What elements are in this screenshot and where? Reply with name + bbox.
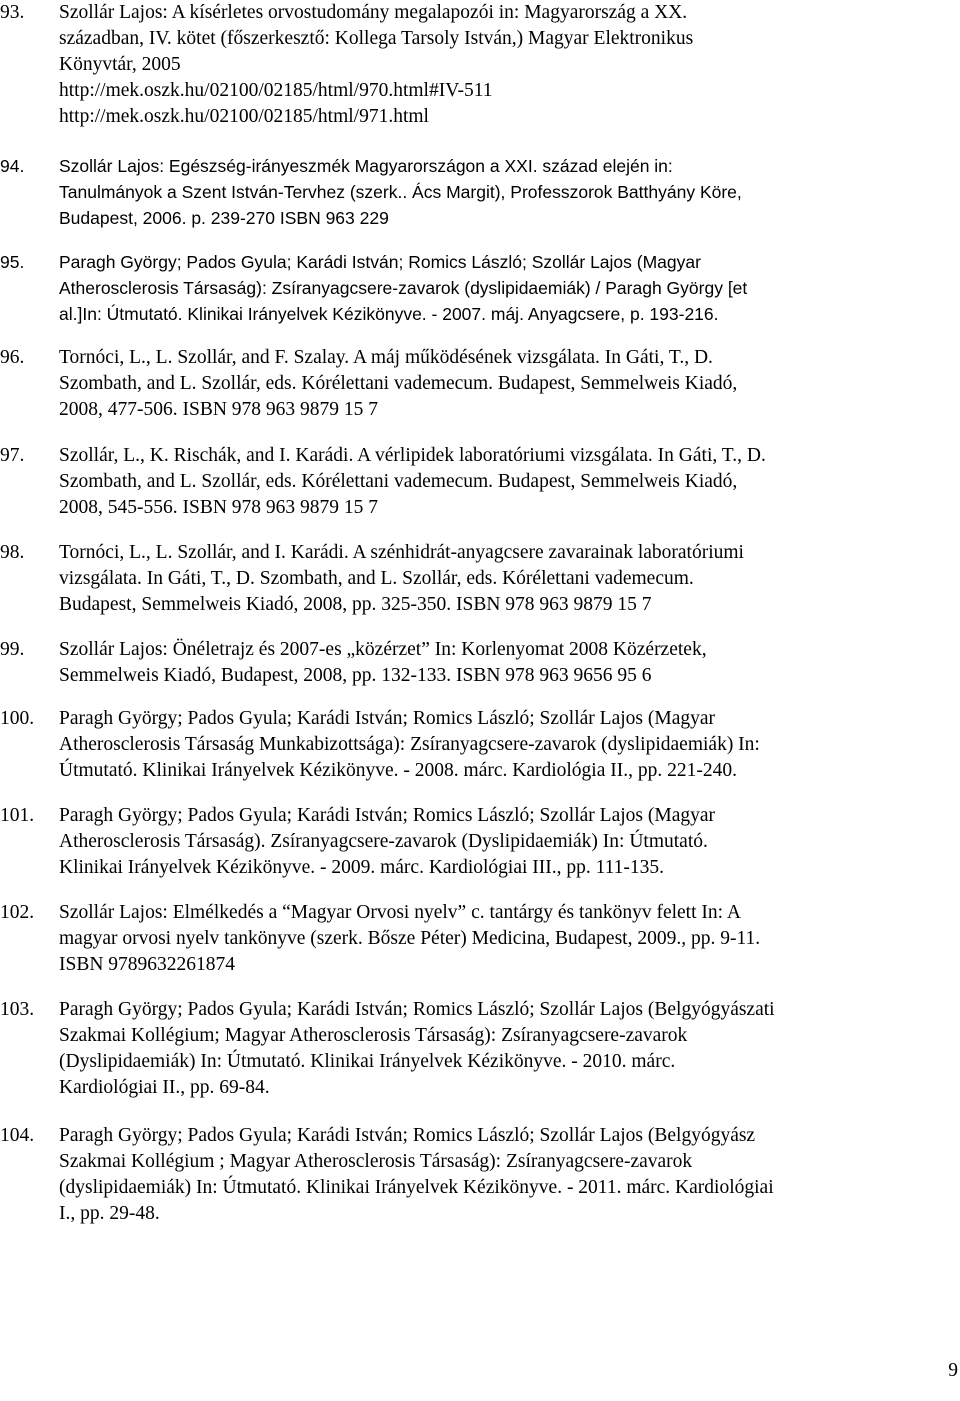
reference-text — [59, 153, 742, 231]
reference-line: Tanulmányok a Szent István-Tervhez (szerk.. Ács Margit), Professzorok Batthyány Köre, — [59, 182, 742, 202]
reference-link[interactable]: http://mek.oszk.hu/02100/02185/html/970.html#IV-511 — [59, 80, 493, 101]
reference-number: 97. — [0, 445, 25, 466]
reference-text — [59, 249, 747, 327]
reference-text — [59, 803, 715, 881]
reference-line: Atherosclerosis Társaság). Zsíranyagcsere-zavarok (Dyslipidaemiák) In: Útmutató. — [59, 831, 708, 852]
reference-line: I., pp. 29-48. — [59, 1203, 160, 1224]
page-number: 9 — [948, 1360, 958, 1381]
reference-line: Szakmai Kollégium ; Magyar Atherosclerosis Társaság): Zsíranyagcsere-zavarok — [59, 1151, 693, 1172]
reference-number: 100. — [0, 708, 35, 729]
reference-line: Kardiológiai II., pp. 69-84. — [59, 1077, 270, 1098]
reference-link[interactable]: http://mek.oszk.hu/02100/02185/html/971.html — [59, 106, 429, 127]
reference-number: 103. — [0, 999, 35, 1020]
reference-line: Szakmai Kollégium; Magyar Atherosclerosis Társaság): Zsíranyagcsere-zavarok — [59, 1025, 688, 1046]
reference-line: Szollár Lajos: A kísérletes orvostudomány megalapozói in: Magyarország a XX. — [59, 2, 688, 23]
reference-line: 2008, 545-556. ISBN 978 963 9879 15 7 — [59, 497, 379, 518]
reference-line: Szombath, and L. Szollár, eds. Kórélettani vademecum. Budapest, Semmelweis Kiadó, — [59, 373, 738, 394]
reference-line: Paragh György; Pados Gyula; Karádi István; Romics László; Szollár Lajos (Magyar — [59, 805, 716, 826]
reference-text — [59, 637, 707, 689]
reference-text — [59, 540, 744, 618]
reference-text — [59, 443, 766, 521]
reference-line: (Dyslipidaemiák) In: Útmutató. Klinikai Irányelvek Kézikönyve. - 2010. márc. — [59, 1051, 676, 1072]
reference-line: Klinikai Irányelvek Kézikönyve. - 2009. márc. Kardiológiai III., pp. 111-135. — [59, 857, 665, 878]
reference-number: 94. — [0, 156, 25, 176]
reference-line: 2008, 477-506. ISBN 978 963 9879 15 7 — [59, 399, 379, 420]
reference-line: Szombath, and L. Szollár, eds. Kórélettani vademecum. Budapest, Semmelweis Kiadó, — [59, 471, 738, 492]
reference-line: magyar orvosi nyelv tankönyve (szerk. Bősze Péter) Medicina, Budapest, 2009., pp. 9-11. — [59, 928, 761, 949]
reference-line: Paragh György; Pados Gyula; Karádi István; Romics László; Szollár Lajos (Magyar — [59, 708, 716, 729]
reference-line: Szollár Lajos: Önéletrajz és 2007-es „közérzet” In: Korlenyomat 2008 Közérzetek, — [59, 639, 707, 660]
reference-line: al.]In: Útmutató. Klinikai Irányelvek Kézikönyve. - 2007. máj. Anyagcsere, p. 193-216. — [59, 304, 719, 324]
reference-number: 98. — [0, 542, 25, 563]
reference-line: Könyvtár, 2005 — [59, 54, 181, 75]
reference-line: Budapest, 2006. p. 239-270 ISBN 963 229 — [59, 208, 389, 228]
reference-text — [59, 345, 737, 423]
reference-line: Útmutató. Klinikai Irányelvek Kézikönyve. - 2008. márc. Kardiológia II., pp. 221-240. — [59, 760, 737, 781]
reference-line: Tornóci, L., L. Szollár, and F. Szalay. A máj működésének vizsgálata. In Gáti, T., D. — [59, 347, 713, 368]
reference-line: Paragh György; Pados Gyula; Karádi István; Romics László; Szollár Lajos (Belgyógyászati — [59, 999, 775, 1020]
reference-line: Atherosclerosis Társaság): Zsíranyagcsere-zavarok (dyslipidaemiák) / Paragh György [et — [59, 278, 748, 298]
reference-line: ISBN 9789632261874 — [59, 954, 236, 975]
reference-text — [59, 706, 760, 784]
reference-number: 99. — [0, 639, 25, 660]
reference-text — [59, 0, 693, 130]
reference-number: 96. — [0, 347, 25, 368]
reference-number: 102. — [0, 902, 35, 923]
reference-line: Szollár Lajos: Egészség-irányeszmék Magyarországon a XXI. század elején in: — [59, 156, 673, 176]
reference-text — [59, 900, 760, 978]
reference-line: Paragh György; Pados Gyula; Karádi István; Romics László; Szollár Lajos (Magyar — [59, 252, 701, 272]
reference-text — [59, 997, 775, 1101]
reference-line: Budapest, Semmelweis Kiadó, 2008, pp. 325-350. ISBN 978 963 9879 15 7 — [59, 594, 652, 615]
reference-line: Paragh György; Pados Gyula; Karádi István; Romics László; Szollár Lajos (Belgyógyász — [59, 1125, 756, 1146]
reference-line: században, IV. kötet (főszerkesztő: Kollega Tarsoly István,) Magyar Elektronikus — [59, 28, 694, 49]
reference-number: 93. — [0, 2, 25, 23]
reference-line: Semmelweis Kiadó, Budapest, 2008, pp. 132-133. ISBN 978 963 9656 95 6 — [59, 665, 652, 686]
reference-number: 101. — [0, 805, 35, 826]
reference-line: Szollár, L., K. Rischák, and I. Karádi. A vérlipidek laboratóriumi vizsgálata. In Gáti, T., D. — [59, 445, 766, 466]
reference-number: 95. — [0, 252, 25, 272]
reference-line: Tornóci, L., L. Szollár, and I. Karádi. A szénhidrát-anyagcsere zavarainak laboratóriumi — [59, 542, 744, 563]
reference-line: vizsgálata. In Gáti, T., D. Szombath, and L. Szollár, eds. Kórélettani vademecum. — [59, 568, 694, 589]
reference-line: Szollár Lajos: Elmélkedés a “Magyar Orvosi nyelv” c. tantárgy és tankönyv felett In: A — [59, 902, 741, 923]
reference-line: Atherosclerosis Társaság Munkabizottsága): Zsíranyagcsere-zavarok (dyslipidaemiák) In: — [59, 734, 760, 755]
reference-number: 104. — [0, 1125, 35, 1146]
reference-text — [59, 1123, 774, 1227]
reference-line: (dyslipidaemiák) In: Útmutató. Klinikai Irányelvek Kézikönyve. - 2011. márc. Kardiológiai — [59, 1177, 774, 1198]
